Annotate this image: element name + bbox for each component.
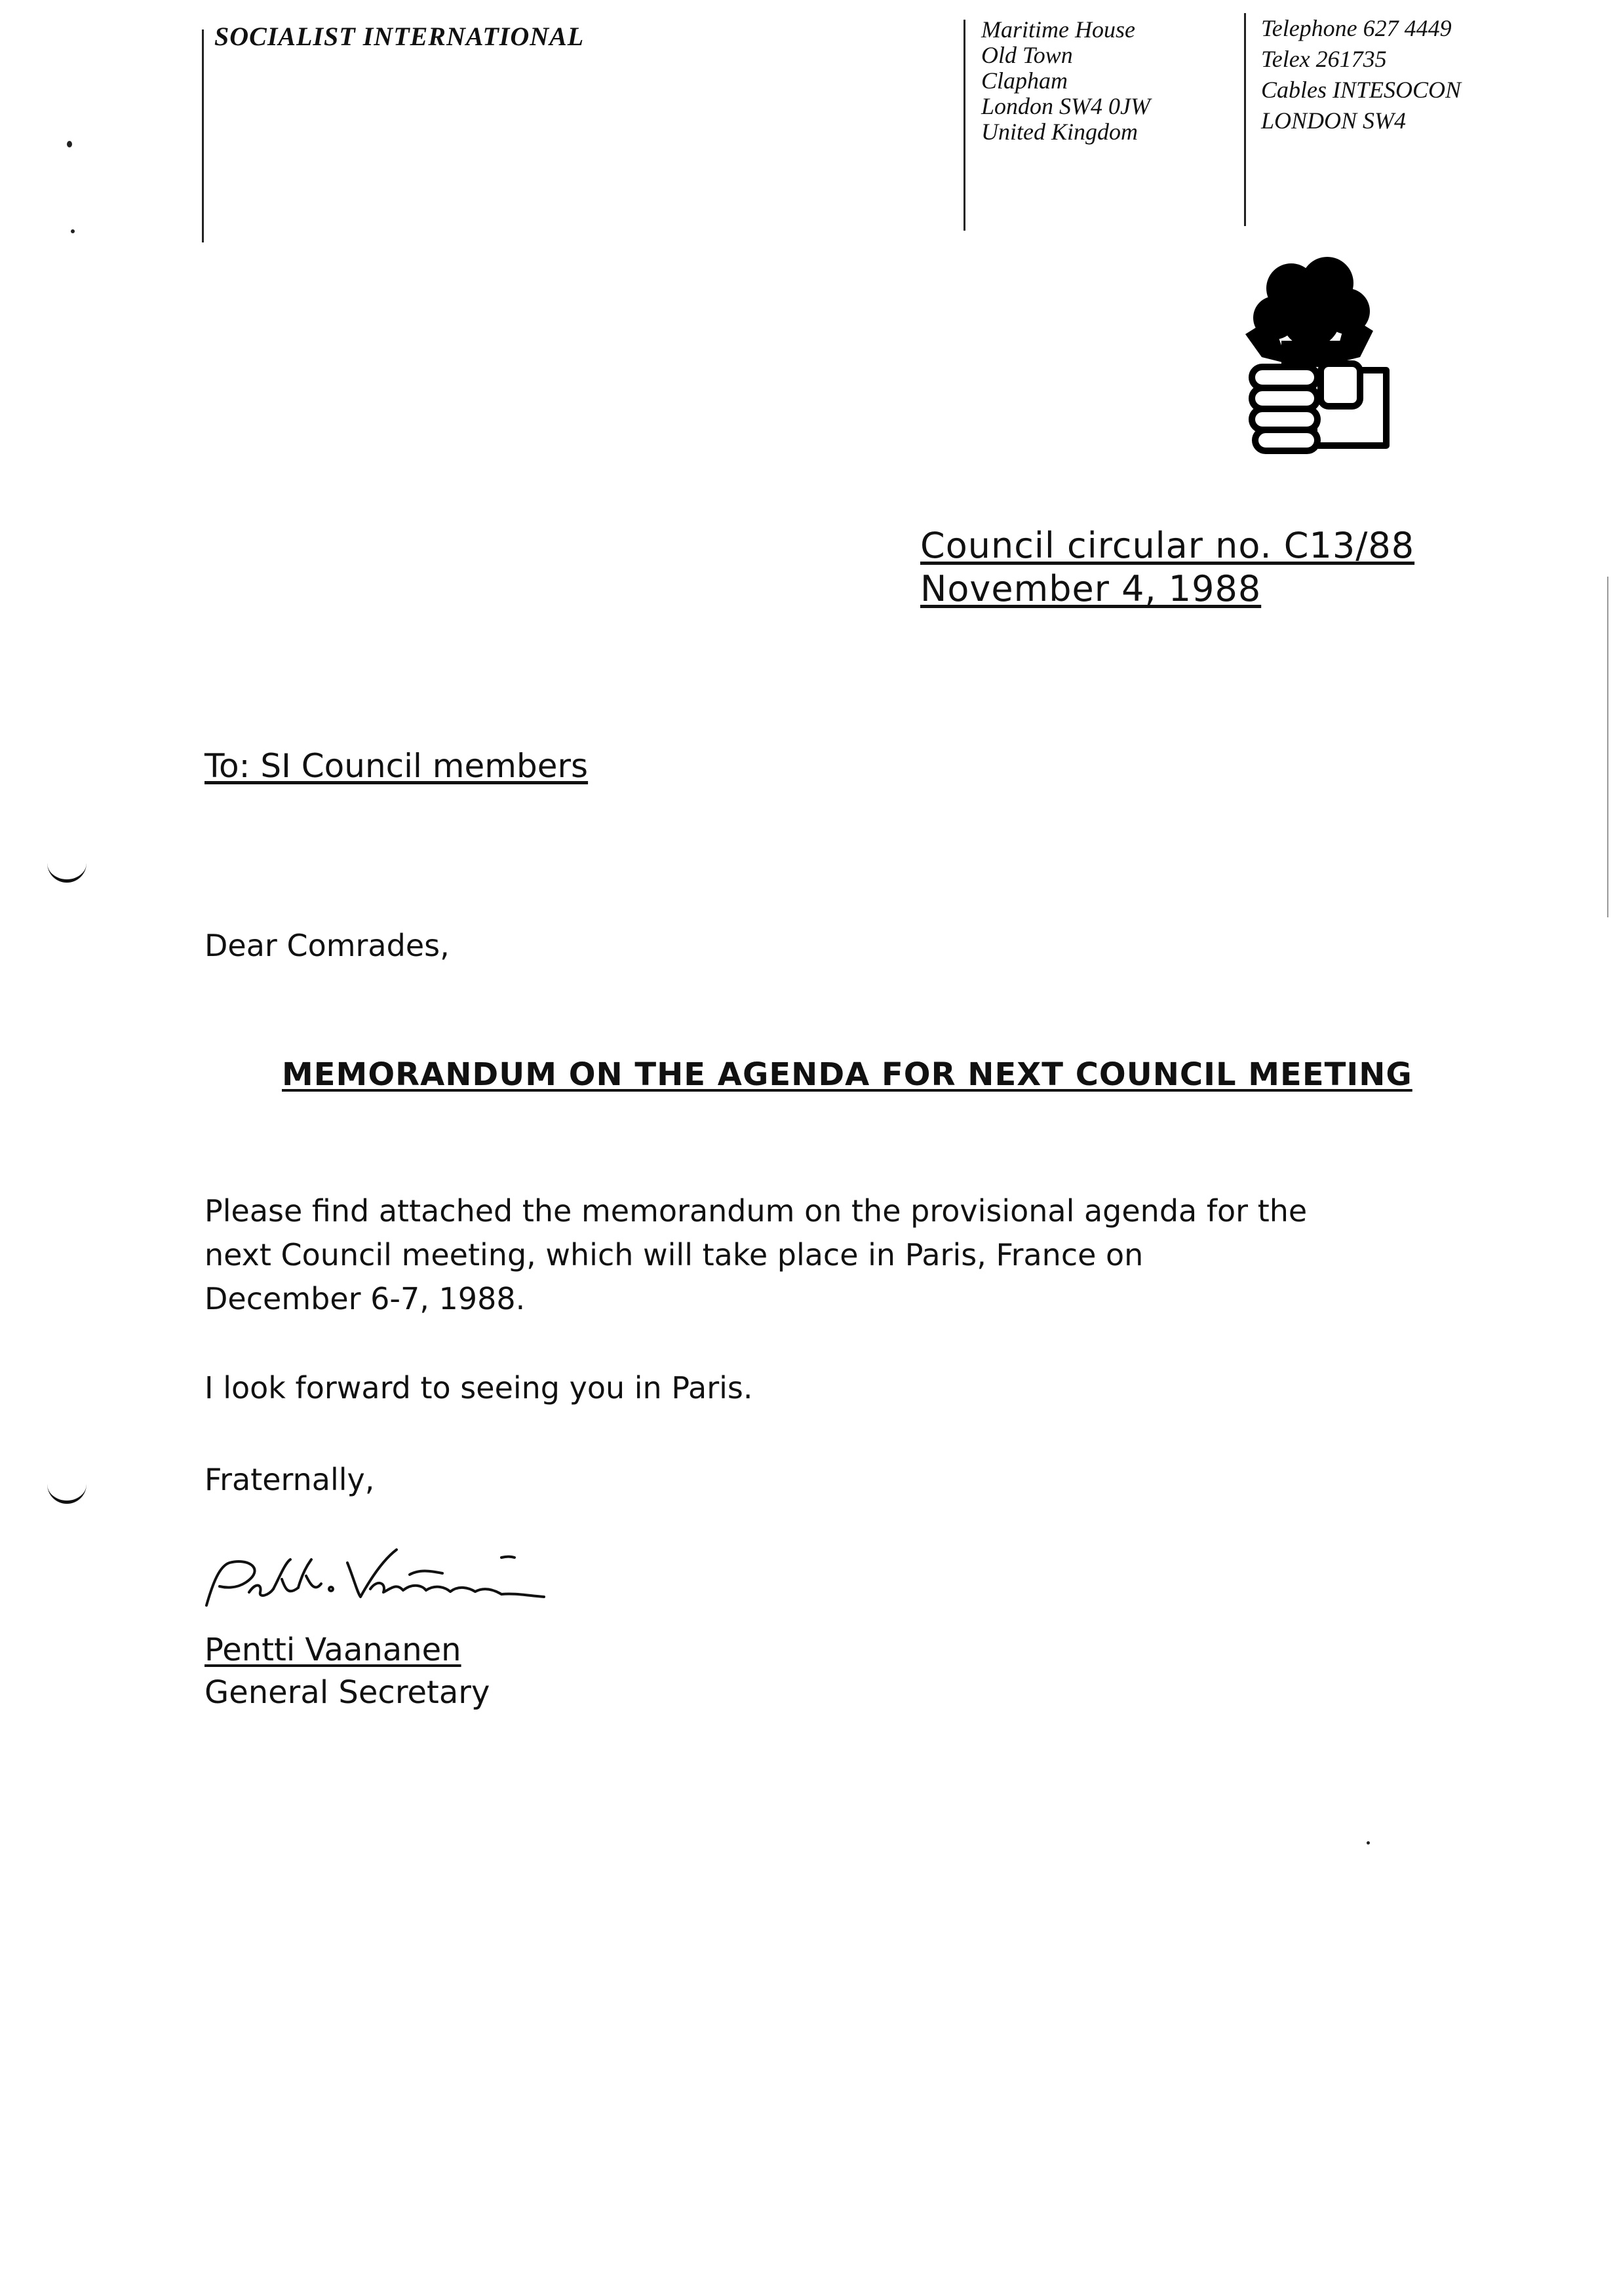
address-line: United Kingdom [981, 119, 1138, 145]
address-line: London SW4 0JW [981, 93, 1150, 119]
recipient-line: To: SI Council members [204, 747, 589, 785]
organization-name: SOCIALIST INTERNATIONAL [214, 22, 585, 51]
scan-speck [1367, 1841, 1370, 1845]
signatory-name: Pentti Vaananen [204, 1632, 461, 1668]
paragraph-line: December 6-7, 1988. [204, 1281, 526, 1316]
scan-edge-mark [1607, 577, 1608, 917]
contact-line: LONDON SW4 [1261, 107, 1407, 134]
salutation: Dear Comrades, [204, 928, 450, 963]
paragraph [204, 1189, 1307, 1321]
letter-date: November 4, 1988 [920, 568, 1262, 609]
scan-mark [47, 860, 87, 883]
fist-and-rose-icon [1222, 249, 1399, 472]
paragraph-line: next Council meeting, which will take place in Paris, France on [204, 1237, 1144, 1272]
address-line: Clapham [981, 67, 1068, 94]
scan-mark [47, 1481, 87, 1504]
address-block [981, 17, 1150, 145]
letterhead-left-rule [202, 29, 204, 242]
address-line: Old Town [981, 42, 1073, 68]
paragraph [204, 1366, 752, 1410]
paragraph-line: I look forward to seeing you in Paris. [204, 1370, 753, 1406]
signatory-title: General Secretary [204, 1674, 490, 1711]
contact-block [1261, 13, 1461, 136]
letterhead-address-rule [963, 20, 965, 231]
scan-speck [71, 229, 75, 233]
reference-block [920, 524, 1414, 611]
contact-line: Cables INTESOCON [1261, 77, 1462, 103]
contact-line: Telex 261735 [1261, 46, 1387, 72]
address-line: Maritime House [981, 16, 1135, 43]
letterhead-contact-rule [1244, 13, 1246, 226]
paragraph-line: Please find attached the memorandum on the provisional agenda for the [204, 1193, 1308, 1229]
contact-line: Telephone 627 4449 [1261, 15, 1452, 41]
signature-image [193, 1543, 560, 1615]
memo-heading: MEMORANDUM ON THE AGENDA FOR NEXT COUNCIL MEETING [282, 1056, 1412, 1093]
scan-speck [67, 141, 72, 147]
closing: Fraternally, [204, 1462, 375, 1497]
circular-number: Council circular no. C13/88 [920, 525, 1415, 566]
